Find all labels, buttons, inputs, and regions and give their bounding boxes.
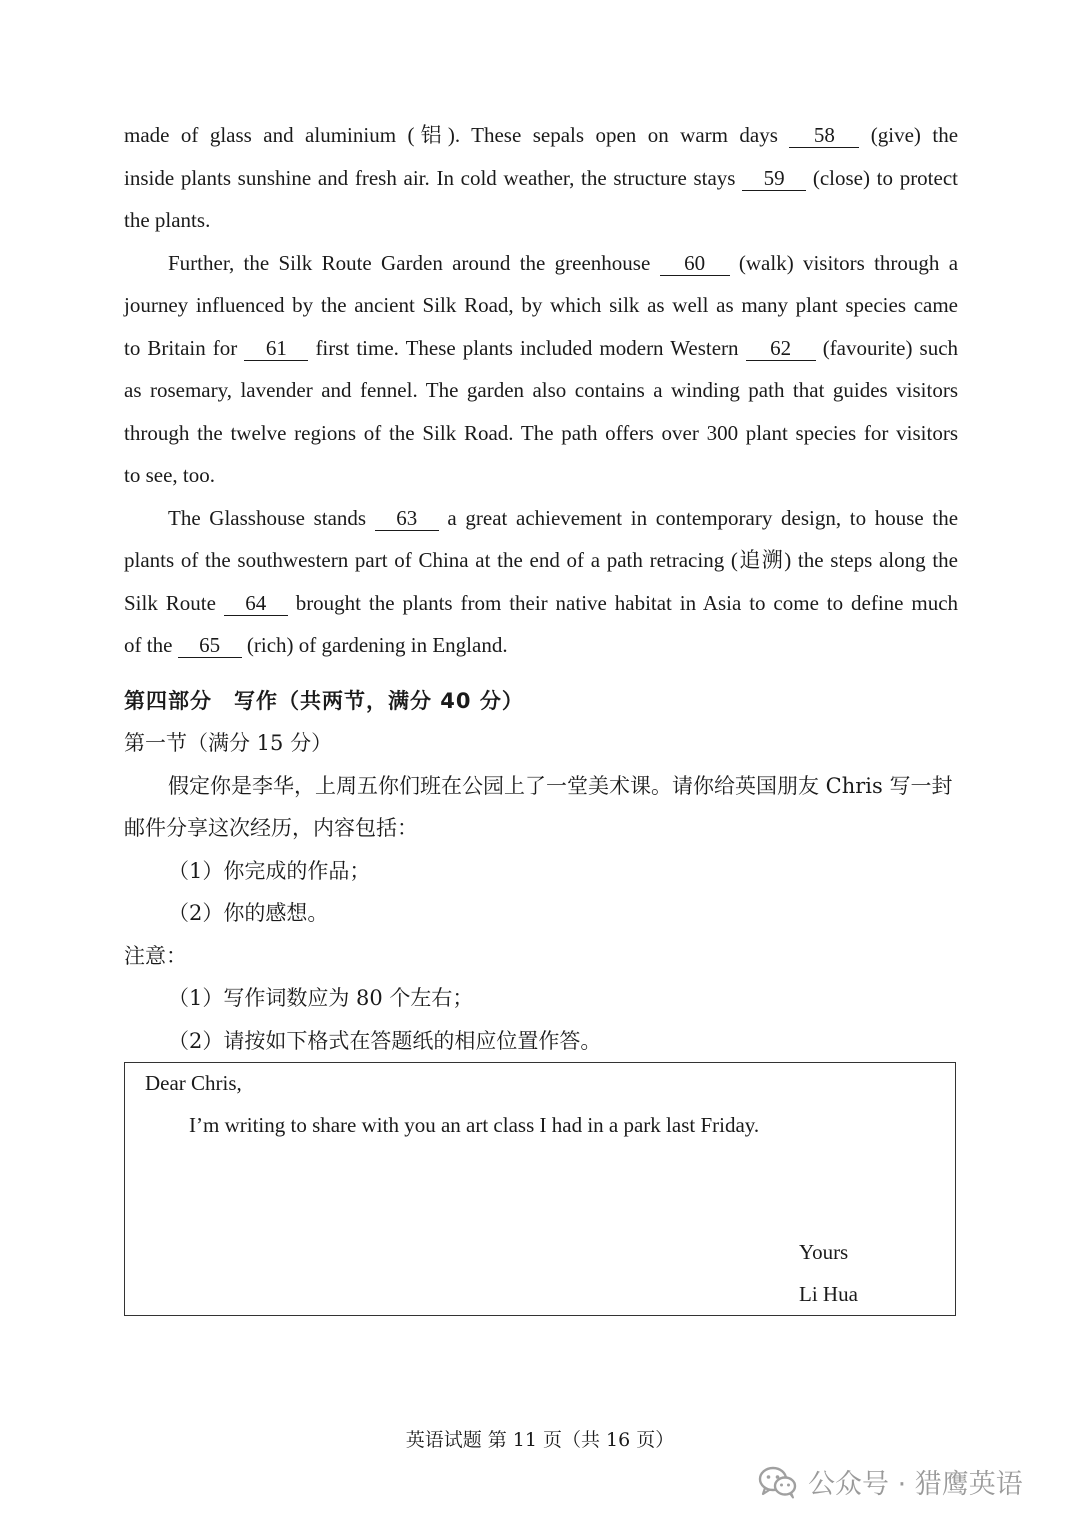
passage-line (124, 327, 958, 370)
answer-blank-62: 62 (746, 336, 816, 361)
passage-text: (rich) of gardening in England. (246, 633, 508, 657)
passage-line (124, 497, 958, 540)
exam-page (124, 114, 958, 1062)
passage-line (124, 157, 958, 200)
watermark (758, 1462, 1023, 1501)
passage-text: plants of the southwestern part of China at the end of a path retracing (追溯) the steps along the (124, 548, 958, 572)
passage-text: Silk Route (124, 590, 216, 615)
passage-line (124, 582, 958, 625)
letter-opening: I’m writing to share with you an art class I had in a park last Friday. (189, 1113, 760, 1137)
letter-greeting: Dear Chris, (145, 1071, 242, 1095)
letter-template-box (124, 1062, 956, 1316)
passage-text: first time. These plants included modern Western (315, 335, 739, 360)
passage-text: to Britain for (124, 335, 238, 360)
passage-text: made of glass and aluminium (铝). These sepals open on warm days (124, 123, 778, 147)
passage-line (124, 369, 958, 412)
passage-line (124, 114, 958, 157)
section-heading: 第一节（满分 15 分） (124, 731, 333, 755)
answer-blank-60: 60 (660, 251, 730, 276)
passage-line (124, 284, 958, 327)
note-item: （1）写作词数应为 80 个左右； (168, 986, 474, 1010)
passage-text: (favourite) such (822, 335, 959, 360)
answer-blank-58: 58 (789, 123, 859, 148)
answer-blank-63: 63 (375, 506, 439, 531)
note-item: （2）请按如下格式在答题纸的相应位置作答。 (168, 1028, 602, 1053)
passage-text: journey influenced by the ancient Silk Road, by which silk as well as many plant species came (124, 293, 958, 317)
passage-text: (give) the (870, 123, 959, 147)
passage-line (124, 412, 958, 455)
letter-closing: Yours (799, 1240, 849, 1264)
passage-line (124, 199, 958, 242)
passage-line (124, 539, 958, 582)
answer-blank-59: 59 (742, 166, 806, 191)
passage-line (124, 242, 958, 285)
part-heading: 第四部分 写作（共两节，满分 40 分） (124, 688, 524, 713)
wechat-icon (758, 1465, 798, 1499)
passage-line (124, 624, 958, 667)
passage-text: (walk) visitors through a (738, 250, 959, 275)
passage-text: as rosemary, lavender and fennel. The garden also contains a winding path that guides visitors (124, 378, 958, 402)
answer-blank-61: 61 (244, 336, 308, 361)
passage-line (124, 454, 958, 497)
content-item: （2）你的感想。 (168, 901, 329, 925)
passage-text: of the (124, 633, 173, 657)
answer-blank-64: 64 (224, 591, 288, 616)
note-label: 注意： (124, 943, 187, 968)
passage-text: the plants. (124, 208, 211, 232)
passage-text: brought the plants from their native habitat in Asia to come to define much (295, 590, 959, 615)
letter-signature: Li Hua (799, 1282, 858, 1306)
passage-text: inside plants sunshine and fresh air. In cold weather, the structure stays (124, 165, 736, 190)
writing-prompt-line: 邮件分享这次经历，内容包括： (124, 816, 418, 840)
page-footer: 英语试题 第 11 页（共 16 页） (405, 1429, 675, 1451)
passage-text: through the twelve regions of the Silk Road. The path offers over 300 plant species for visitors (124, 420, 958, 445)
answer-blank-65: 65 (178, 633, 242, 658)
content-item: （1）你完成的作品； (168, 858, 371, 883)
writing-prompt-line: 假定你是李华，上周五你们班在公园上了一堂美术课。请你给英国朋友 Chris 写一封 (168, 773, 953, 798)
passage-text: to see, too. (124, 463, 215, 487)
passage-text: Further, the Silk Route Garden around the greenhouse (168, 250, 651, 275)
passage-text: The Glasshouse stands (168, 505, 367, 530)
passage-text: a great achievement in contemporary design, to house the (447, 505, 959, 530)
watermark-text: 公众号 · 猎鹰英语 (808, 1469, 1023, 1500)
passage-text: (close) to protect (812, 165, 958, 190)
